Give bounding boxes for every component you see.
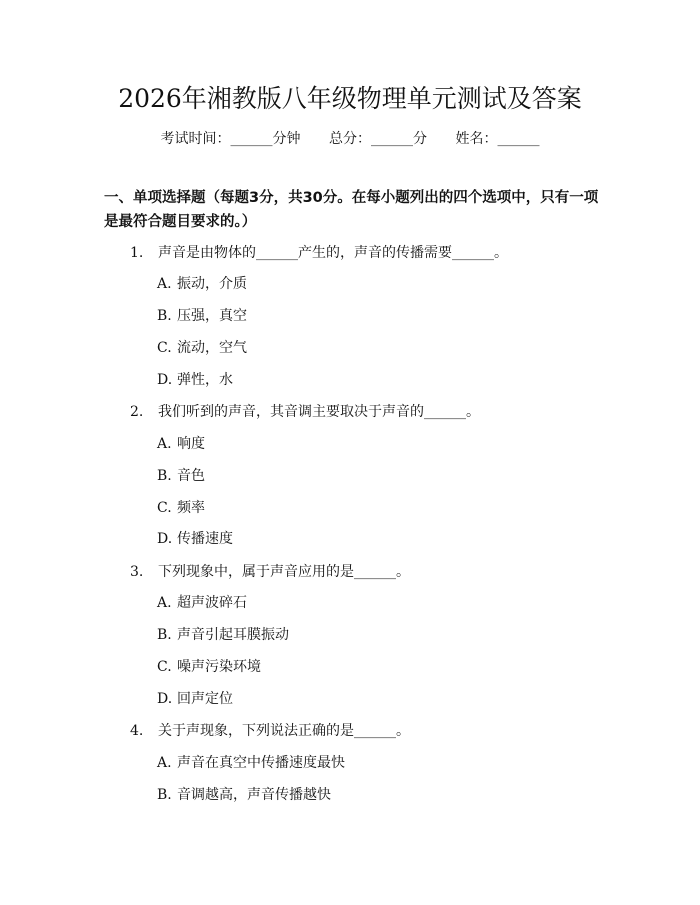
- option-3c: [157, 656, 261, 678]
- option-3d: [157, 688, 233, 710]
- exam-info-line: [0, 128, 700, 150]
- option-letter: C.: [157, 500, 172, 516]
- option-letter: D.: [157, 372, 173, 388]
- option-2a: [157, 433, 205, 455]
- option-letter: B.: [157, 468, 172, 484]
- question-4: [130, 720, 410, 742]
- option-1c: [157, 337, 247, 359]
- option-text: 传播速度: [177, 531, 233, 547]
- option-letter: A.: [157, 276, 172, 292]
- option-letter: D.: [157, 531, 173, 547]
- name-field: 姓名：______: [455, 131, 540, 147]
- option-1a: [157, 273, 247, 295]
- option-1d: [157, 369, 233, 391]
- question-text: 声音是由物体的______产生的，声音的传播需要______。: [158, 245, 508, 261]
- option-text: 弹性，水: [177, 372, 233, 388]
- question-number: 4.: [130, 723, 144, 739]
- option-letter: A.: [157, 436, 172, 452]
- option-text: 声音在真空中传播速度最快: [177, 755, 345, 771]
- document-title: 2026年湘教版八年级物理单元测试及答案: [118, 84, 582, 113]
- question-text: 关于声现象，下列说法正确的是______。: [158, 723, 410, 739]
- exam-time-field: 考试时间：______分钟: [160, 131, 301, 147]
- question-3: [130, 561, 410, 583]
- option-letter: C.: [157, 659, 172, 675]
- option-4b: [157, 784, 331, 806]
- question-2: [130, 401, 480, 423]
- option-letter: D.: [157, 691, 173, 707]
- question-text: 我们听到的声音，其音调主要取决于声音的______。: [158, 404, 480, 420]
- section-heading: 一、单项选择题（每题3分，共30分。在每小题列出的四个选项中，只有一项是最符合题目要求的。）: [104, 190, 599, 230]
- option-text: 频率: [177, 500, 205, 516]
- question-1: [130, 242, 508, 264]
- option-text: 响度: [177, 436, 205, 452]
- option-letter: B.: [157, 308, 172, 324]
- question-number: 1.: [130, 245, 144, 261]
- option-letter: B.: [157, 627, 172, 643]
- option-3a: [157, 592, 247, 614]
- question-text: 下列现象中，属于声音应用的是______。: [158, 564, 410, 580]
- option-4a: [157, 752, 345, 774]
- option-text: 流动，空气: [177, 340, 247, 356]
- option-2c: [157, 497, 205, 519]
- option-1b: [157, 305, 247, 327]
- option-letter: C.: [157, 340, 172, 356]
- question-number: 2.: [130, 404, 144, 420]
- option-2b: [157, 465, 205, 487]
- option-letter: B.: [157, 787, 172, 803]
- option-letter: A.: [157, 755, 172, 771]
- option-3b: [157, 624, 289, 646]
- total-score-field: 总分：______分: [329, 131, 427, 147]
- option-text: 振动，介质: [177, 276, 247, 292]
- option-text: 压强，真空: [177, 308, 247, 324]
- option-text: 回声定位: [177, 691, 233, 707]
- option-2d: [157, 528, 233, 550]
- option-letter: A.: [157, 595, 172, 611]
- option-text: 音色: [177, 468, 205, 484]
- question-number: 3.: [130, 564, 144, 580]
- option-text: 音调越高，声音传播越快: [177, 787, 331, 803]
- option-text: 噪声污染环境: [177, 659, 261, 675]
- option-text: 超声波碎石: [177, 595, 247, 611]
- option-text: 声音引起耳膜振动: [177, 627, 289, 643]
